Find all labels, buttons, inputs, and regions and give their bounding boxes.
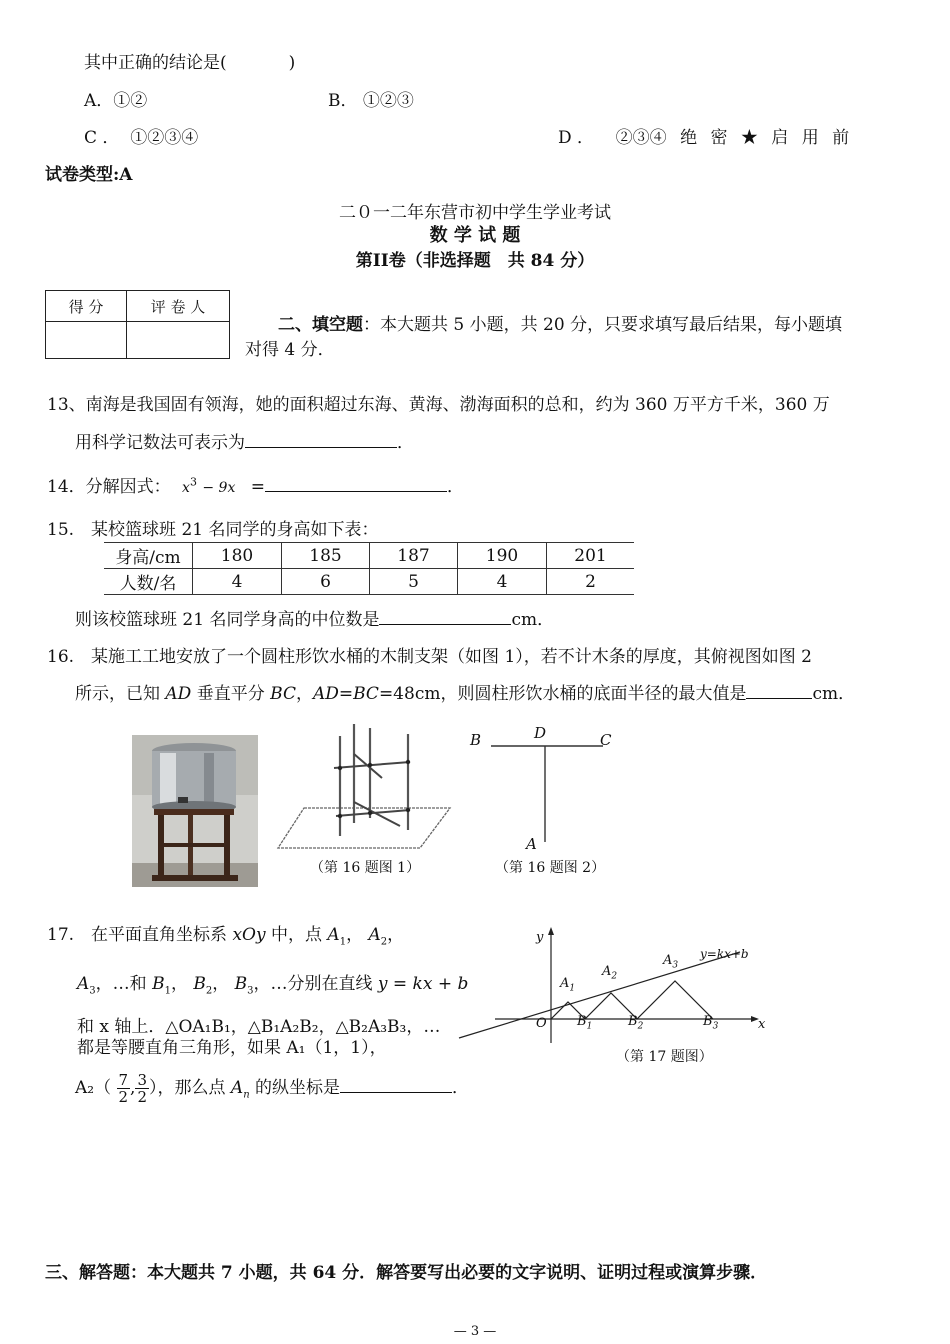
- height-cell: 187: [370, 543, 458, 569]
- q17-line5: A₂（ $\frac{7}{2}$ , $\frac{3}{2}$ ），那么点 $A_n$ 的纵坐标是 ．: [75, 1071, 470, 1106]
- label-b: B: [470, 731, 482, 749]
- page-number: — 3 —: [453, 1324, 497, 1339]
- height-cell: 201: [547, 543, 635, 569]
- label-a: A: [526, 835, 537, 853]
- q15-answer-blank[interactable]: [379, 607, 511, 625]
- height-table: [104, 542, 634, 595]
- q16-line2: 所示，已知 AD 垂直平分 BC，AD=BC=48cm，则圆柱形饮水桶的底面半径的最大值是 cm．: [75, 679, 855, 704]
- label-b2: $B_2$: [628, 1014, 644, 1032]
- fraction-3-2: $\frac{3}{2}$: [137, 1071, 147, 1106]
- row-header-count: 人数/名: [104, 569, 193, 595]
- count-cell: 2: [547, 569, 635, 595]
- height-row: [104, 543, 634, 569]
- q16-line1: 16. 某施工工地安放了一个圆柱形饮水桶的木制支架（如图 1），若不计木条的厚度，其俯视图如图 2: [47, 647, 812, 667]
- section2-heading: 二、填空题：本大题共 5 小题，共 20 分，只要求填写最后结果，每小题填: [278, 315, 843, 335]
- section2-desc: 对得 4 分．: [245, 340, 335, 360]
- paper-type: 试卷类型:A: [45, 165, 133, 185]
- count-cell: 4: [458, 569, 547, 595]
- water-bucket-photo: [132, 735, 258, 887]
- height-cell: 180: [193, 543, 282, 569]
- q13-answer-blank[interactable]: [245, 430, 397, 448]
- option-b: B． ①②③: [328, 91, 414, 111]
- label-a3: $A_3$: [663, 953, 679, 971]
- score-table: [45, 290, 230, 359]
- q17-line2: $A_3$，…和 $B_1$， $B_2$， $B_3$，…分别在直线 y = kx + b: [77, 974, 469, 997]
- row-header-height: 身高/cm: [104, 543, 193, 569]
- q16-answer-blank[interactable]: [746, 681, 812, 699]
- count-cell: 5: [370, 569, 458, 595]
- fig16-1-caption: （第 16 题图 1）: [310, 860, 421, 876]
- fig16-2-caption: （第 16 题图 2）: [495, 860, 606, 876]
- label-a1: $A_1$: [560, 976, 576, 994]
- q15-stem: 15. 某校篮球班 21 名同学的身高如下表：: [47, 520, 379, 540]
- label-b1: $B_1$: [577, 1014, 593, 1032]
- x-axis-label: x: [758, 1017, 766, 1032]
- height-cell: 190: [458, 543, 547, 569]
- q14: 14．分解因式： $x^3 - 9x$ = ．: [47, 475, 464, 497]
- option-d: D ． ②③④ 绝 密 ★ 启 用 前: [558, 128, 854, 148]
- line-label: y=kx+b: [700, 947, 749, 961]
- option-a: A．①②: [84, 91, 148, 111]
- q13-line2: 用科学记数法可表示为 ．: [75, 428, 414, 453]
- grader-header: 评 卷 人: [127, 291, 230, 322]
- q15-question: 则该校篮球班 21 名同学身高的中位数是 cm．: [75, 605, 554, 630]
- section3-heading: 三、解答题：本大题共 7 小题，共 64 分．解答要写出必要的文字说明、证明过程或演算步骤．: [45, 1263, 768, 1283]
- secret-mark: 绝 密 ★ 启 用 前: [680, 128, 854, 148]
- q17-answer-blank[interactable]: [340, 1075, 452, 1093]
- coordinate-figure: [455, 925, 775, 1045]
- q17-line4: 都是等腰直角三角形，如果 A₁（1，1），: [77, 1038, 387, 1058]
- prev-question-stem: 其中正确的结论是( ): [84, 53, 296, 73]
- score-cell: [46, 322, 127, 359]
- label-d: D: [534, 724, 547, 742]
- stand-sketch-figure: [270, 718, 460, 858]
- exam-title: 二０一二年东营市初中学生学业考试: [339, 203, 611, 223]
- fraction-7-2: $\frac{7}{2}$: [118, 1071, 129, 1106]
- label-b3: $B_3$: [703, 1014, 719, 1032]
- q17-line1: 17. 在平面直角坐标系 xOy 中，点 $A_1$， $A_2$，: [47, 925, 405, 948]
- height-cell: 185: [282, 543, 370, 569]
- count-cell: 6: [282, 569, 370, 595]
- q17-line3: 和 x 轴上．△OA₁B₁，△B₁A₂B₂，△B₂A₃B₃，…: [77, 1017, 441, 1037]
- label-c: C: [600, 731, 612, 749]
- origin-label: O: [536, 1016, 547, 1031]
- option-c: C ． ①②③④: [84, 128, 199, 148]
- count-row: [104, 569, 634, 595]
- score-header: 得 分: [46, 291, 127, 322]
- q14-answer-blank[interactable]: [265, 474, 447, 492]
- count-cell: 4: [193, 569, 282, 595]
- q13-line1: 13、南海是我国固有领海，她的面积超过东海、黄海、渤海面积的总和，约为 360 万平方千米，360 万: [47, 395, 830, 415]
- y-axis-label: y: [536, 930, 544, 945]
- subject-title: 数 学 试 题: [429, 225, 521, 246]
- fig17-caption: （第 17 题图）: [616, 1049, 713, 1065]
- label-a2: $A_2$: [602, 964, 618, 982]
- volume-title: 第II卷（非选择题 共 84 分）: [355, 251, 595, 271]
- grader-cell: [127, 322, 230, 359]
